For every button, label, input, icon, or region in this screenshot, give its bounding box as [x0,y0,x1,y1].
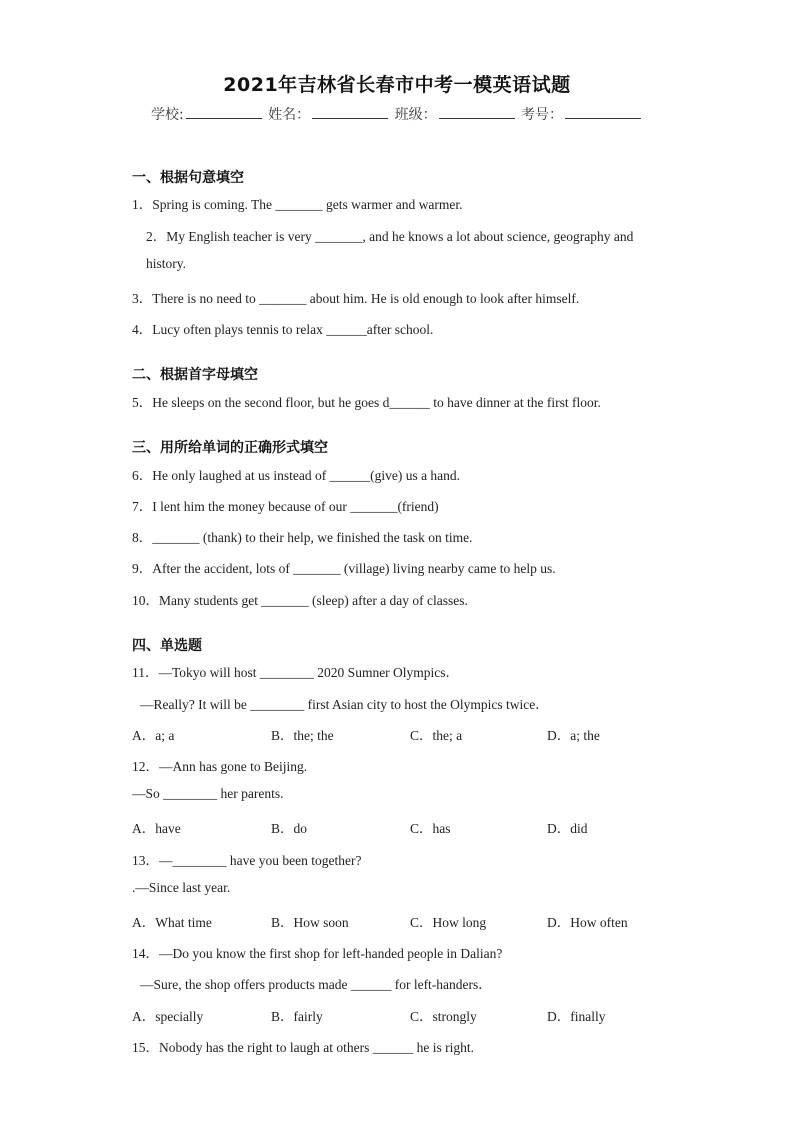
q14-option-c[interactable]: C．strongly [410,1009,477,1024]
q13-option-c[interactable]: C．How long [410,915,487,930]
question-15: 15．Nobody has the right to laugh at others ______ he is right. [132,1040,474,1055]
q13-option-a[interactable]: A．What time [132,915,212,930]
section-heading-2: 二、根据首字母填空 [132,367,258,383]
q14-option-d[interactable]: D．finally [547,1009,606,1024]
q13-option-d[interactable]: D．How often [547,915,628,930]
q12-option-a[interactable]: A．have [132,821,181,836]
question-8: 8．_______ (thank) to their help, we finished the task on time. [132,530,473,545]
question-9: 9．After the accident, lots of _______ (village) living nearby came to help us. [132,561,556,576]
question-12: 12．—Ann has gone to Beijing. [132,759,308,774]
page-title: 2021年吉林省长春市中考一模英语试题 [223,74,571,96]
question-1: 1．Spring is coming. The _______ gets warmer and warmer. [132,197,463,212]
section-heading-1: 一、根据句意填空 [132,170,244,186]
q12-option-c[interactable]: C．has [410,821,451,836]
question-2-cont: history. [146,256,186,271]
question-3: 3．There is no need to _______ about him. He is old enough to look after himself. [132,291,580,306]
question-12-reply: —So ________ her parents. [132,786,284,801]
q14-option-a[interactable]: A．specially [132,1009,204,1024]
q11-option-b[interactable]: B．the; the [271,728,334,743]
question-13: 13．—________ have you been together? [132,853,362,868]
question-5: 5．He sleeps on the second floor, but he goes d______ to have dinner at the first floor. [132,395,601,410]
question-11: 11．—Tokyo will host ________ 2020 Sumner Olympics． [132,665,460,680]
question-14-reply: —Sure, the shop offers products made ______ for left-handers． [140,977,492,992]
exam-number-label: 考号： [521,107,564,123]
question-11-reply: —Really? It will be ________ first Asian city to host the Olympics twice． [140,697,549,712]
question-4: 4．Lucy often plays tennis to relax ______after school. [132,322,434,337]
q11-option-c[interactable]: C．the; a [410,728,463,743]
class-label: 班级： [394,107,437,123]
q13-option-b[interactable]: B．How soon [271,915,349,930]
q12-option-d[interactable]: D．did [547,821,588,836]
section-heading-4: 四、单选题 [132,638,202,654]
section-heading-3: 三、用所给单词的正确形式填空 [132,440,328,456]
student-info-line [0,104,794,124]
question-13-reply: .—Since last year. [132,880,231,895]
question-14: 14．—Do you know the first shop for left-handed people in Dalian? [132,946,503,961]
question-2: 2．My English teacher is very _______, and he knows a lot about science, geography and [146,229,634,244]
q11-option-d[interactable]: D．a; the [547,728,600,743]
name-label: 姓名： [268,107,311,123]
q11-option-a[interactable]: A．a; a [132,728,175,743]
question-6: 6．He only laughed at us instead of ______(give) us a hand. [132,468,461,483]
question-7: 7．I lent him the money because of our _______(friend) [132,499,439,514]
school-blank[interactable] [186,106,262,119]
q14-option-b[interactable]: B．fairly [271,1009,323,1024]
q12-option-b[interactable]: B．do [271,821,308,836]
exam-number-blank[interactable] [565,106,641,119]
name-blank[interactable] [312,106,388,119]
school-label: 学校: [150,107,184,123]
class-blank[interactable] [439,106,515,119]
question-10: 10．Many students get _______ (sleep) after a day of classes. [132,593,468,608]
